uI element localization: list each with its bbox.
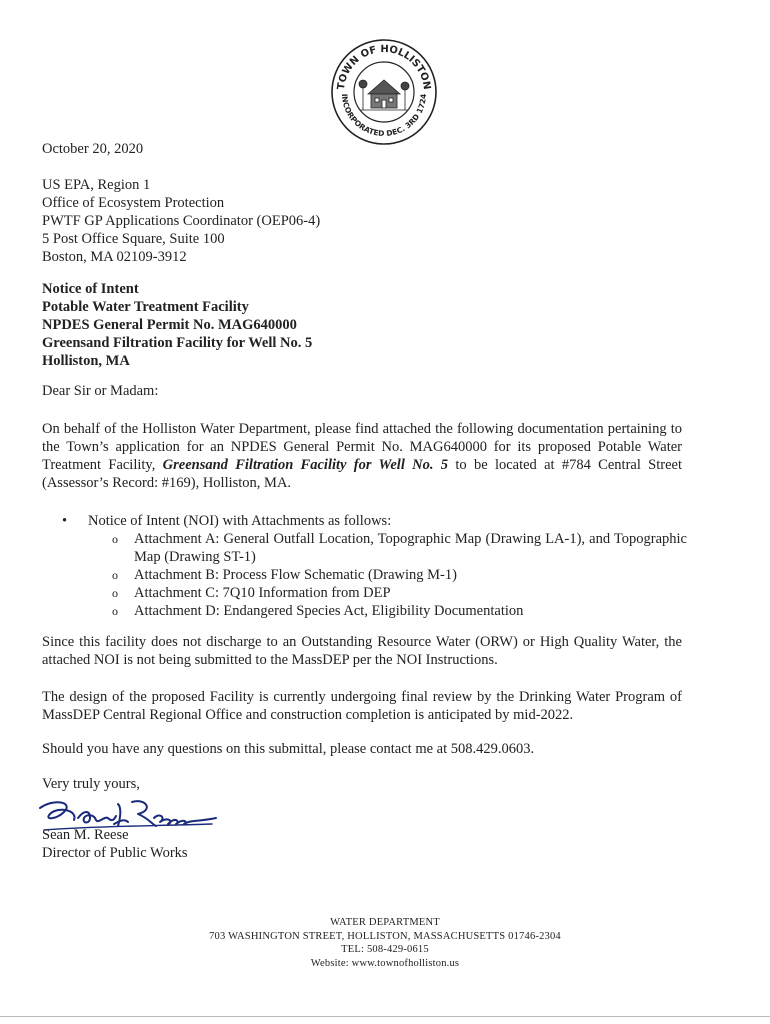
attachment-item	[112, 602, 687, 620]
recipient-line: 5 Post Office Square, Suite 100	[42, 231, 225, 247]
subject-line: NPDES General Permit No. MAG640000	[42, 317, 297, 333]
letterhead-footer	[0, 916, 770, 970]
attachment-item	[112, 584, 687, 602]
footer-line: WATER DEPARTMENT	[330, 917, 440, 928]
facility-name-emphasis: Greensand Filtration Facility for Well No. 5	[162, 457, 449, 473]
page-bottom-rule	[0, 1016, 770, 1017]
footer-line: 703 WASHINGTON STREET, HOLLISTON, MASSACHUSETTS 01746-2304	[209, 930, 561, 942]
circle-bullet-icon: o	[112, 568, 118, 582]
signer-name: Sean M. Reese	[42, 827, 129, 843]
attachment-text: Attachment C: 7Q10 Information from DEP	[134, 585, 391, 601]
salutation: Dear Sir or Madam:	[42, 383, 159, 399]
attachment-item	[112, 566, 687, 584]
recipient-line: Office of Ecosystem Protection	[42, 195, 225, 211]
recipient-address	[42, 176, 682, 266]
seal-top-text: TOWN OF HOLLISTON	[335, 43, 433, 91]
list-item	[62, 512, 687, 530]
attachment-text: Attachment D: Endangered Species Act, Eligibility Documentation	[134, 603, 524, 619]
body-paragraph-1	[42, 420, 682, 492]
attachment-item	[112, 530, 687, 566]
signer-title: Director of Public Works	[42, 845, 188, 861]
subject-line: Greensand Filtration Facility for Well No. 5	[42, 335, 313, 351]
town-seal-logo	[330, 38, 438, 146]
attachment-list	[62, 512, 687, 620]
attachment-text: Attachment A: General Outfall Location, Topographic Map (Drawing LA-1), and Topographic Map (Drawing ST-1)	[134, 531, 687, 565]
subject-line: Holliston, MA	[42, 353, 130, 369]
recipient-line: PWTF GP Applications Coordinator (OEP06-4)	[42, 213, 321, 229]
recipient-line: Boston, MA 02109-3912	[42, 249, 187, 265]
footer-line: Website: www.townofholliston.us	[310, 957, 460, 969]
attachment-text: Attachment B: Process Flow Schematic (Drawing M-1)	[134, 567, 457, 583]
footer-line: TEL: 508-429-0615	[341, 944, 429, 955]
circle-bullet-icon: o	[112, 586, 118, 600]
subject-line: Potable Water Treatment Facility	[42, 299, 249, 315]
signer-block	[42, 826, 682, 862]
subject-block	[42, 280, 682, 370]
subject-line: Notice of Intent	[42, 281, 139, 297]
body-paragraph-4: Should you have any questions on this submittal, please contact me at 508.429.0603.	[42, 741, 535, 757]
recipient-line: US EPA, Region 1	[42, 177, 151, 193]
seal-bottom-text: INCORPORATED DEC. 3RD 1724	[339, 93, 429, 139]
attachment-sublist	[62, 530, 687, 620]
circle-bullet-icon: o	[112, 604, 118, 618]
closing: Very truly yours,	[42, 776, 140, 792]
bullet-icon: •	[62, 513, 68, 529]
seal-house-icon	[359, 80, 409, 110]
list-item-text: Notice of Intent (NOI) with Attachments as follows:	[88, 513, 392, 529]
letter-date: October 20, 2020	[42, 141, 144, 157]
circle-bullet-icon: o	[112, 532, 118, 546]
paragraph-text: On behalf of the Holliston Water Department, please find attached the following documentation pertaining to the Town’s application for an NPDES General Permit No. MAG640000 for its proposed Potable Water Treatment Facility,	[42, 421, 682, 473]
body-paragraph-2: Since this facility does not discharge to an Outstanding Resource Water (ORW) or High Quality Water, the attached NOI is not being submitted to the MassDEP per the NOI Instructions.	[42, 634, 682, 668]
body-paragraph-3: The design of the proposed Facility is currently undergoing final review by the Drinking Water Program of MassDEP Central Regional Office and construction completion is anticipated by mid-2022.	[42, 689, 682, 723]
paragraph-text: to be located at #784 Central Street (Assessor’s Record: #169), Holliston, MA.	[42, 457, 682, 491]
